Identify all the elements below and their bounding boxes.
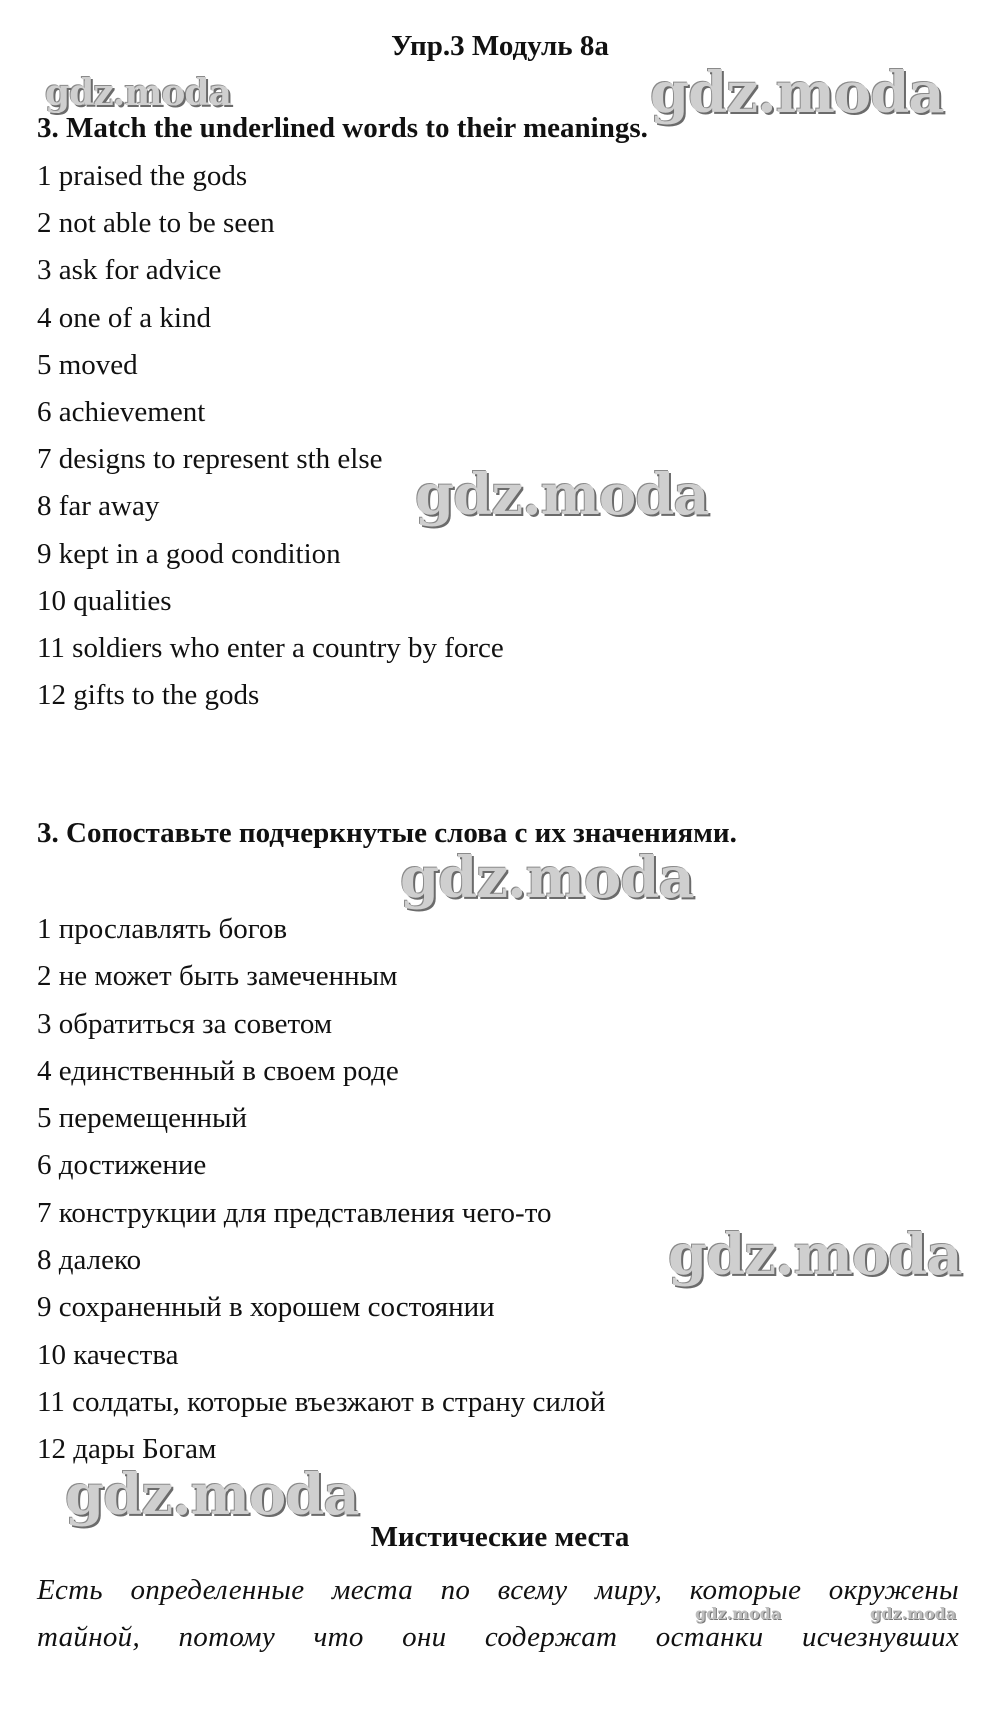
- watermark: gdz.moda: [870, 1604, 957, 1623]
- watermark: gdz.moda: [45, 72, 231, 114]
- list-item: 4 единственный в своем роде: [37, 1054, 399, 1087]
- list-item: 1 praised the gods: [37, 160, 248, 192]
- list-item: 7 конструкции для представления чего-то: [37, 1196, 552, 1229]
- paragraph-line: Есть определенные места по всему миру, которые окружены: [37, 1574, 959, 1606]
- watermark: gdz.moda: [695, 1604, 782, 1623]
- list-item: 6 достижение: [37, 1149, 207, 1182]
- list-item: 2 not able to be seen: [37, 207, 275, 240]
- list-item: 9 сохраненный в хорошем состоянии: [37, 1291, 495, 1324]
- list-item: 12 дары Богам: [37, 1433, 217, 1466]
- list-item: 8 far away: [37, 490, 160, 523]
- list-item: 11 soldiers who enter a country by force: [37, 631, 504, 664]
- list-item: 10 качества: [37, 1338, 179, 1371]
- list-item: 12 gifts to the gods: [37, 679, 260, 712]
- list-item: 1 прославлять богов: [37, 913, 288, 945]
- page-title: Упр.3 Модуль 8a: [391, 30, 609, 62]
- list-item: 3 обратиться за советом: [37, 1007, 333, 1040]
- list-item: 10 qualities: [37, 584, 172, 617]
- list-item: 5 перемещенный: [37, 1102, 247, 1135]
- list-item: 5 moved: [37, 348, 138, 381]
- list-item: 4 one of a kind: [37, 301, 211, 334]
- list-item: 6 achievement: [37, 395, 206, 428]
- list-item: 7 designs to represent sth else: [37, 443, 383, 476]
- list-item: 3 ask for advice: [37, 254, 222, 287]
- list-item: 11 солдаты, которые въезжают в страну силой: [37, 1385, 606, 1418]
- list-item: 8 далеко: [37, 1244, 142, 1277]
- english-meanings-list: [37, 153, 504, 719]
- paragraph-line: тайной, потому что они содержат останки исчезнувших: [37, 1621, 959, 1653]
- section-paragraph: [37, 1567, 959, 1661]
- watermark: gdz.moda: [650, 60, 944, 126]
- watermark: gdz.moda: [415, 462, 709, 528]
- list-item: 9 kept in a good condition: [37, 537, 341, 570]
- watermark: gdz.moda: [400, 845, 694, 911]
- russian-exercise-heading: 3. Сопоставьте подчеркнутые слова с их значениями.: [37, 817, 737, 849]
- russian-meanings-list: [37, 906, 605, 1474]
- section-title: Мистические места: [370, 1521, 630, 1553]
- list-item: 2 не может быть замеченным: [37, 960, 398, 993]
- watermark: gdz.moda: [65, 1462, 359, 1528]
- watermark: gdz.moda: [668, 1222, 962, 1288]
- english-exercise-heading: 3. Match the underlined words to their meanings.: [37, 112, 648, 144]
